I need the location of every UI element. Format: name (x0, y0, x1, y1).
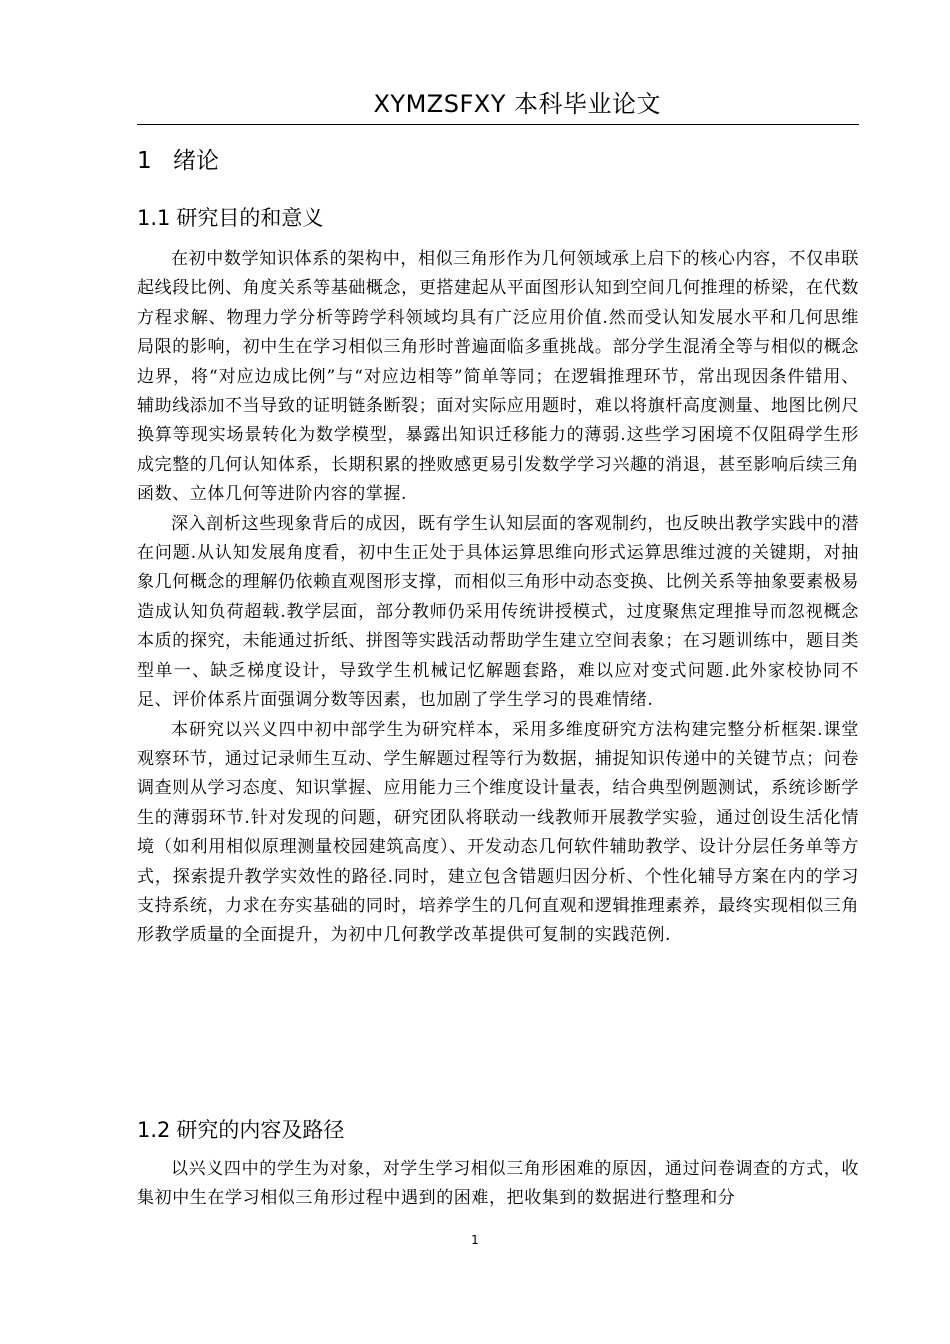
section-number: 1.2 (137, 1118, 171, 1142)
chapter-number: 1 (137, 148, 152, 174)
chapter-title (137, 144, 219, 178)
section-body-1-2 (137, 1155, 859, 1214)
section-body-1-1 (137, 245, 859, 951)
paragraph: 本研究以兴义四中初中部学生为研究样本，采用多维度研究方法构建完整分析框架.课堂观察环节，通过记录师生互动、学生解题过程等行为数据，捕捉知识传递中的关键节点；问卷调查则从学习态度、知识掌握、应用能力三个维度设计量表，结合典型例题测试，系统诊断学生的薄弱环节.针对发现的问题，研究团队将联动一线教师开展教学实验，通过创设生活化情境（如利用相似原理测量校园建筑高度）、开发动态几何软件辅助教学、设计分层任务单等方式，探索提升教学实效性的路径.同时，建立包含错题归因分析、个性化辅导方案在内的学习支持系统，力求在夯实基础的同时，培养学生的几何直观和逻辑推理素养，最终实现相似三角形教学质量的全面提升，为初中几何教学改革提供可复制的实践范例. (137, 719, 859, 946)
chapter-title-text: 绪论 (173, 148, 219, 174)
paragraph: 深入剖析这些现象背后的成因，既有学生认知层面的客观制约，也反映出教学实践中的潜在问题.从认知发展角度看，初中生正处于具体运算思维向形式运算思维过渡的关键期，对抽象几何概念的理解仍依赖直观图形支撑，而相似三角形中动态变换、比例关系等抽象要素极易造成认知负荷超载.教学层面，部分教师仍采用传统讲授模式，过度聚焦定理推导而忽视概念本质的探究，未能通过折纸、拼图等实践活动帮助学生建立空间表象；在习题训练中，题目类型单一、缺乏梯度设计，导致学生机械记忆解题套路，难以应对变式问题.此外家校协同不足、评价体系片面强调分数等因素，也加剧了学生学习的畏难情绪. (137, 513, 859, 711)
paragraph: 以兴义四中的学生为对象，对学生学习相似三角形困难的原因，通过问卷调查的方式，收集初中生在学习相似三角形过程中遇到的困难，把收集到的数据进行整理和分 (137, 1159, 859, 1209)
section-title-1-1 (137, 203, 323, 233)
paragraph: 在初中数学知识体系的架构中，相似三角形作为几何领域承上启下的核心内容，不仅串联起线段比例、角度关系等基础概念，更搭建起从平面图形认知到空间几何推理的桥梁，在代数方程求解、物理力学分析等跨学科领域均具有广泛应用价值.然而受认知发展水平和几何思维局限的影响，初中生在学习相似三角形时普遍面临多重挑战。部分学生混淆全等与相似的概念边界，将“对应边成比例”与“对应边相等”简单等同；在逻辑推理环节，常出现因条件错用、辅助线添加不当导致的证明链条断裂；面对实际应用题时，难以将旗杆高度测量、地图比例尺换算等现实场景转化为数学模型，暴露出知识迁移能力的薄弱.这些学习困境不仅阻碍学生形成完整的几何认知体系，长期积累的挫败感更易引发数学学习兴趣的消退，甚至影响后续三角函数、立体几何等进阶内容的掌握. (137, 249, 859, 505)
section-title-1-2 (137, 1115, 344, 1145)
page-number: 1 (471, 1233, 479, 1247)
running-header: XYMZSFXY 本科毕业论文 (373, 90, 661, 118)
header-rule (137, 124, 859, 125)
section-title-text: 研究目的和意义 (176, 206, 324, 230)
section-title-text: 研究的内容及路径 (176, 1118, 345, 1142)
section-number: 1.1 (137, 206, 171, 230)
